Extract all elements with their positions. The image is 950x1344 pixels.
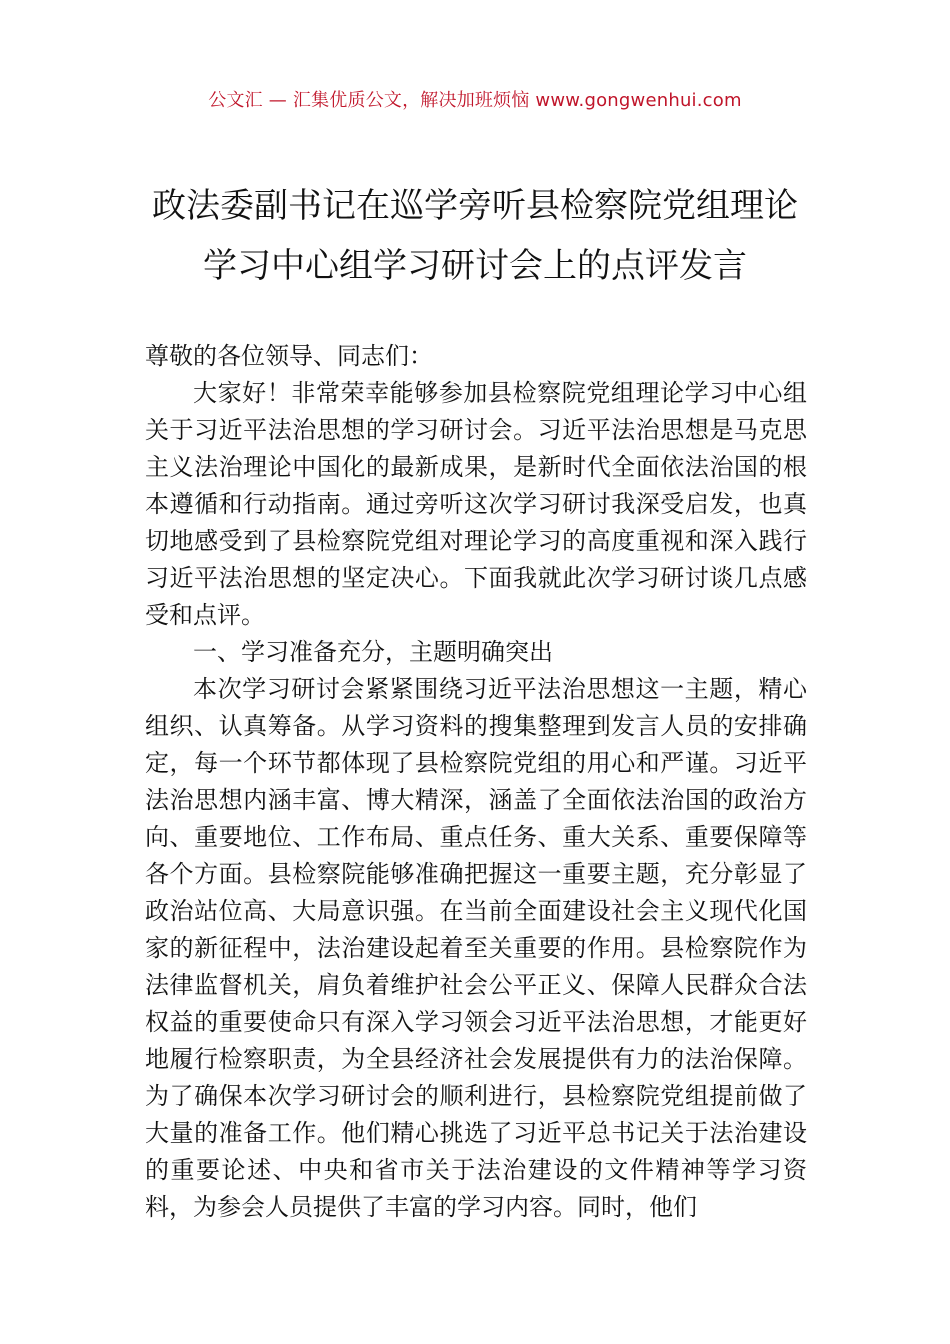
document-body (145, 338, 807, 1226)
document-title: 政法委副书记在巡学旁听县检察院党组理论学习中心组学习研讨会上的点评发言 (152, 186, 798, 286)
paragraph-intro: 大家好！非常荣幸能够参加县检察院党组理论学习中心组关于习近平法治思想的学习研讨会。习近平法治思想是马克思主义法治理论中国化的最新成果，是新时代全面依法治国的根本遵循和行动指南。通过旁听这次学习研讨我深受启发，也真切地感受到了县检察院党组对理论学习的高度重视和深入践行习近平法治思想的坚定决心。下面我就此次学习研讨谈几点感受和点评。 (145, 379, 807, 629)
header-banner: 公文汇 — 汇集优质公文，解决加班烦恼 www.gongwenhui.com (208, 90, 742, 111)
section-heading-1: 一、学习准备充分，主题明确突出 (193, 638, 553, 666)
salutation: 尊敬的各位领导、同志们： (145, 342, 433, 370)
paragraph-section-1: 本次学习研讨会紧紧围绕习近平法治思想这一主题，精心组织、认真筹备。从学习资料的搜集整理到发言人员的安排确定，每一个环节都体现了县检察院党组的用心和严谨。习近平法治思想内涵丰富、博大精深，涵盖了全面依法治国的政治方向、重要地位、工作布局、重点任务、重大关系、重要保障等各个方面。县检察院能够准确把握这一重要主题，充分彰显了政治站位高、大局意识强。在当前全面建设社会主义现代化国家的新征程中，法治建设起着至关重要的作用。县检察院作为法律监督机关，肩负着维护社会公平正义、保障人民群众合法权益的重要使命只有深入学习领会习近平法治思想，才能更好地履行检察职责，为全县经济社会发展提供有力的法治保障。为了确保本次学习研讨会的顺利进行，县检察院党组提前做了大量的准备工作。他们精心挑选了习近平总书记关于法治建设的重要论述、中央和省市关于法治建设的文件精神等学习资料，为参会人员提供了丰富的学习内容。同时，他们 (145, 675, 807, 1221)
